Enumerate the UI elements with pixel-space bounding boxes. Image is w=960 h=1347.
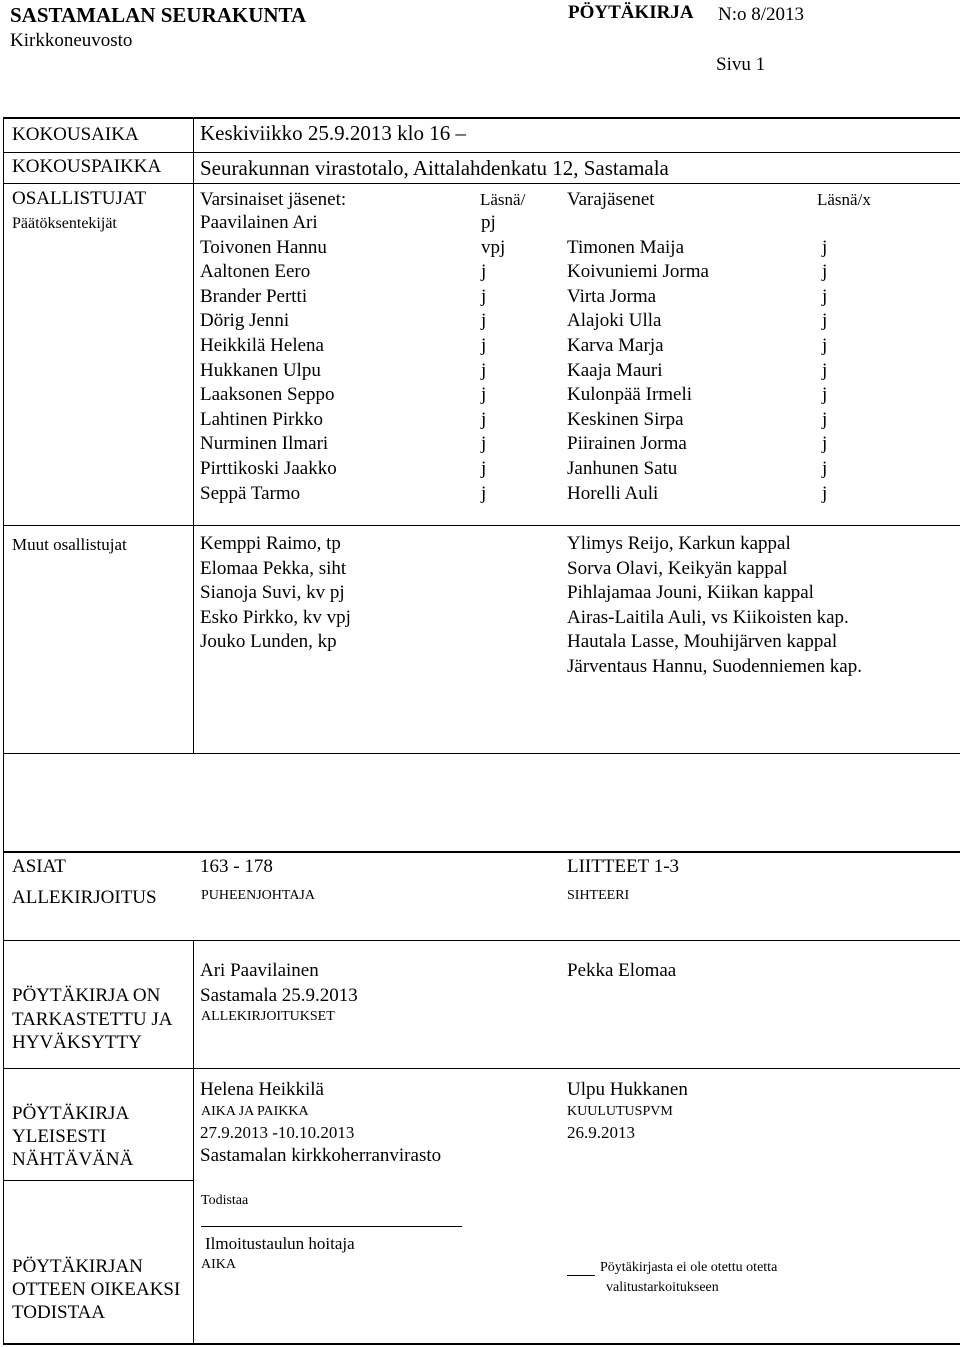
review-signatures-label: ALLEKIRJOITUKSET: [201, 1009, 335, 1024]
row-divider: [3, 851, 960, 853]
member-present: j: [481, 335, 487, 356]
extract-label-1: PÖYTÄKIRJAN: [12, 1256, 143, 1277]
deputy-name: Alajoki Ulla: [567, 310, 662, 332]
participants-sublabel: Päätöksentekijät: [12, 215, 117, 232]
deputy-present: j: [822, 458, 828, 479]
deputy-name: Virta Jorma: [567, 285, 657, 307]
member-name: Dörig Jenni: [200, 310, 290, 332]
deputy-present: j: [822, 236, 828, 258]
other-participant: Hautala Lasse, Mouhijärven kappal: [567, 631, 838, 652]
other-participant: Järventaus Hannu, Suodenniemen kap.: [567, 655, 862, 677]
deputy-name: Timonen Maija: [567, 236, 684, 258]
member-name: Pirttikoski Jaakko: [200, 458, 337, 479]
checkbox-line: [567, 1275, 595, 1276]
member-name: Brander Pertti: [200, 285, 308, 307]
other-participant: Esko Pirkko, kv vpj: [200, 606, 351, 628]
certify-label: Todistaa: [201, 1193, 249, 1208]
other-participants-label: Muut osallistujat: [12, 535, 127, 554]
deputy-present-header: Läsnä/x: [817, 190, 871, 209]
member-present: j: [481, 433, 487, 455]
deputy-name: Kulonpää Irmeli: [567, 384, 693, 406]
display-period: 27.9.2013 -10.10.2013: [200, 1123, 355, 1142]
other-participant: Kemppi Raimo, tp: [200, 533, 341, 554]
review-label-1: PÖYTÄKIRJA ON: [12, 985, 161, 1006]
deputy-present: j: [822, 261, 828, 283]
deputy-present: j: [822, 433, 828, 455]
deputy-name: Keskinen Sirpa: [567, 408, 684, 430]
document-number: N:o 8/2013: [718, 4, 805, 25]
deputy-present: j: [822, 335, 828, 356]
other-participant: Ylimys Reijo, Karkun kappal: [567, 533, 791, 554]
display-label-2: YLEISESTI: [12, 1126, 106, 1147]
notice-board-keeper: Ilmoitustaulun hoitaja: [205, 1234, 355, 1253]
chair-name: Ari Paavilainen: [200, 960, 319, 981]
deputy-name: Janhunen Satu: [567, 458, 678, 479]
display-time-place-label: AIKA JA PAIKKA: [201, 1104, 309, 1119]
no-extract-note-1: Pöytäkirjasta ei ole otettu otetta: [600, 1260, 778, 1275]
member-name: Seppä Tarmo: [200, 482, 301, 504]
member-present: j: [481, 458, 487, 479]
member-name: Lahtinen Pirkko: [200, 408, 323, 430]
organization-name: SASTAMALAN SEURAKUNTA: [10, 3, 307, 27]
table-left-border: [3, 117, 4, 1344]
member-name: Nurminen Ilmari: [200, 433, 329, 455]
announcement-label: KUULUTUSPVM: [567, 1104, 673, 1119]
row-divider: [3, 753, 960, 754]
extract-label-3: TODISTAA: [12, 1302, 106, 1323]
member-present: pj: [481, 212, 496, 233]
member-present: j: [481, 482, 487, 504]
column-divider-upper: [193, 117, 194, 753]
member-name: Toivonen Hannu: [200, 236, 327, 258]
page-number: Sivu 1: [716, 54, 766, 75]
deputy-name: Horelli Auli: [567, 482, 659, 504]
other-participant: Airas-Laitila Auli, vs Kiikoisten kap.: [567, 606, 849, 628]
chair-title: PUHEENJOHTAJA: [201, 888, 315, 903]
meeting-place-value: Seurakunnan virastotalo, Aittalahdenkatu 12, Sastamala: [200, 156, 669, 180]
deputy-present: j: [822, 482, 828, 504]
document-type: PÖYTÄKIRJA: [568, 2, 694, 23]
review-place-date: Sastamala 25.9.2013: [200, 985, 358, 1006]
row-divider: [3, 1068, 960, 1069]
participants-label: OSALLISTUJAT: [12, 188, 147, 209]
deputy-present: j: [822, 359, 828, 381]
table-bottom-border: [3, 1343, 960, 1345]
table-top-border: [3, 117, 960, 119]
signature-label: ALLEKIRJOITUS: [12, 887, 157, 908]
member-present: j: [481, 408, 487, 430]
member-present: j: [481, 359, 487, 381]
row-divider: [3, 152, 960, 153]
reviewer-1: Helena Heikkilä: [200, 1079, 324, 1100]
member-present: vpj: [481, 236, 506, 258]
other-participant: Sianoja Suvi, kv pj: [200, 582, 345, 603]
signature-line: [201, 1226, 462, 1227]
display-label-1: PÖYTÄKIRJA: [12, 1103, 130, 1124]
member-name: Laaksonen Seppo: [200, 384, 335, 406]
row-divider: [3, 183, 960, 184]
member-present: j: [481, 261, 487, 283]
matters-value: 163 - 178: [200, 856, 273, 877]
other-participant: Jouko Lunden, kp: [200, 631, 337, 652]
deputy-present: j: [822, 408, 828, 430]
deputy-name: Karva Marja: [567, 335, 664, 356]
attachments-label: LIITTEET 1-3: [567, 856, 680, 877]
secretary-name: Pekka Elomaa: [567, 960, 677, 981]
deputies-header: Varajäsenet: [567, 189, 655, 210]
review-label-3: HYVÄKSYTTY: [12, 1032, 142, 1053]
other-participant: Elomaa Pekka, siht: [200, 557, 347, 579]
deputy-present: j: [822, 310, 828, 332]
meeting-place-label: KOKOUSPAIKKA: [12, 156, 162, 177]
member-name: Paavilainen Ari: [200, 212, 318, 233]
deputy-name: Kaaja Mauri: [567, 359, 663, 381]
row-divider: [3, 525, 960, 526]
board-name: Kirkkoneuvosto: [10, 30, 133, 51]
secretary-title: SIHTEERI: [567, 888, 630, 903]
display-office: Sastamalan kirkkoherranvirasto: [200, 1145, 442, 1166]
extract-label-2: OTTEEN OIKEAKSI: [12, 1279, 181, 1300]
member-name: Heikkilä Helena: [200, 335, 324, 356]
member-present: j: [481, 384, 487, 406]
no-extract-note-2: valitustarkoitukseen: [606, 1280, 719, 1295]
column-divider-lower: [193, 940, 194, 1344]
deputy-name: Piirainen Jorma: [567, 433, 687, 455]
other-participant: Sorva Olavi, Keikyän kappal: [567, 557, 788, 579]
extract-time-label: AIKA: [201, 1257, 236, 1272]
deputy-name: Koivuniemi Jorma: [567, 261, 709, 283]
announcement-date: 26.9.2013: [567, 1123, 635, 1142]
matters-label: ASIAT: [12, 856, 66, 877]
member-name: Hukkanen Ulpu: [200, 359, 321, 381]
meeting-time-label: KOKOUSAIKA: [12, 124, 139, 145]
present-header: Läsnä/: [480, 190, 526, 209]
member-present: j: [481, 310, 487, 332]
member-present: j: [481, 285, 487, 307]
members-header: Varsinaiset jäsenet:: [200, 189, 347, 210]
display-label-3: NÄHTÄVÄNÄ: [12, 1149, 134, 1170]
reviewer-2: Ulpu Hukkanen: [567, 1079, 688, 1100]
review-label-2: TARKASTETTU JA: [12, 1009, 173, 1030]
deputy-present: j: [822, 384, 828, 406]
other-participant: Pihlajamaa Jouni, Kiikan kappal: [567, 582, 814, 603]
meeting-time-value: Keskiviikko 25.9.2013 klo 16 –: [200, 121, 466, 145]
row-divider: [3, 1180, 193, 1181]
row-divider: [3, 940, 960, 941]
deputy-present: j: [822, 285, 828, 307]
member-name: Aaltonen Eero: [200, 261, 311, 283]
